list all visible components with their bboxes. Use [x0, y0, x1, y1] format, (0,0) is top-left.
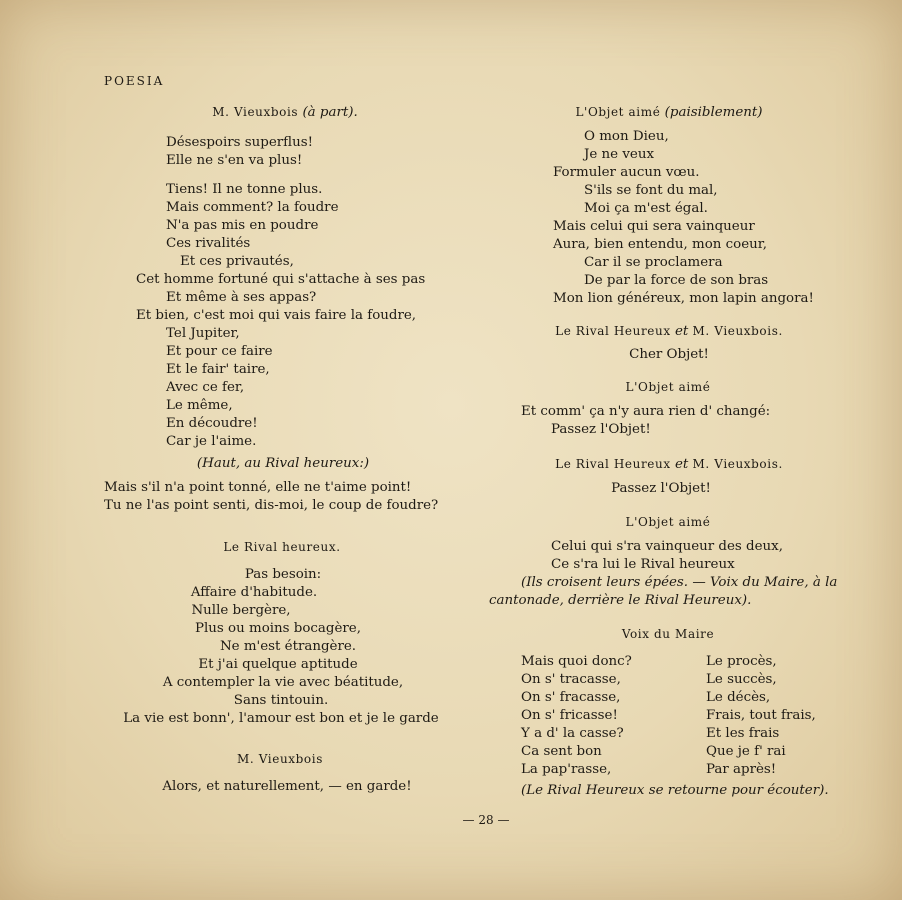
- verse-line: Mais comment? la foudre: [166, 200, 339, 215]
- verse-line: A contempler la vie avec béatitude,: [162, 675, 404, 690]
- verse-line: Pas besoin:: [244, 567, 322, 582]
- page-number: — 28 —: [462, 813, 510, 827]
- speaker-heading: M. Vieuxbois (à part).: [212, 105, 358, 120]
- verse-line: Et le fair' taire,: [166, 362, 270, 377]
- verse-line: Le même,: [166, 398, 233, 413]
- verse-line: Ces rivalités: [166, 236, 251, 251]
- verse-line: Tiens! Il ne tonne plus.: [166, 182, 323, 197]
- speaker-heading: Le Rival Heureux et M. Vieuxbois.: [555, 457, 783, 472]
- verse-line: Je ne veux: [584, 147, 655, 162]
- stage-direction: (Le Rival Heureux se retourne pour écouter).: [521, 783, 829, 798]
- verse-line: Et pour ce faire: [166, 344, 273, 359]
- verse-line: Affaire d'habitude.: [190, 585, 318, 600]
- verse-line: On s' fracasse,: [521, 690, 621, 705]
- verse-line: Cher Objet!: [629, 347, 709, 362]
- verse-line: Mais s'il n'a point tonné, elle ne t'aime point!: [104, 480, 412, 495]
- verse-line: Celui qui s'ra vainqueur des deux,: [551, 539, 783, 554]
- speaker-heading: L'Objet aimé: [625, 515, 711, 529]
- verse-line: Et même à ses appas?: [166, 290, 317, 305]
- verse-line: Formuler aucun vœu.: [553, 165, 700, 180]
- speaker-heading: Le Rival heureux.: [223, 540, 341, 554]
- verse-line: Mais celui qui sera vainqueur: [553, 219, 755, 234]
- verse-line: Cet homme fortuné qui s'attache à ses pas: [136, 272, 426, 287]
- verse-line: Ne m'est étrangère.: [219, 639, 357, 654]
- verse-line: De par la force de son bras: [584, 273, 769, 288]
- verse-line: Plus ou moins bocagère,: [195, 621, 361, 636]
- verse-line: Le succès,: [706, 672, 777, 687]
- verse-line: Y a d' la casse?: [521, 726, 624, 741]
- verse-line: O mon Dieu,: [584, 129, 669, 144]
- verse-line: On s' tracasse,: [521, 672, 621, 687]
- verse-line: Ce s'ra lui le Rival heureux: [551, 557, 735, 572]
- stage-direction: cantonade, derrière le Rival Heureux).: [489, 593, 752, 608]
- speaker-heading: Le Rival Heureux et M. Vieuxbois.: [555, 324, 783, 339]
- verse-line: Tel Jupiter,: [166, 326, 240, 341]
- verse-line: Que je f' rai: [706, 744, 786, 759]
- verse-line: Et bien, c'est moi qui vais faire la foudre,: [136, 308, 417, 323]
- verse-line: On s' fricasse!: [521, 708, 618, 723]
- verse-line: Le procès,: [706, 654, 777, 669]
- verse-line: Passez l'Objet!: [551, 422, 651, 437]
- verse-line: En découdre!: [166, 416, 258, 431]
- verse-line: Car il se proclamera: [584, 255, 723, 270]
- verse-line: Tu ne l'as point senti, dis-moi, le coup de foudre?: [104, 498, 439, 513]
- speaker-heading: M. Vieuxbois: [237, 752, 323, 766]
- verse-line: Le décès,: [706, 690, 771, 705]
- verse-line: Et comm' ça n'y aura rien d' changé:: [521, 404, 771, 419]
- verse-line: Ca sent bon: [521, 744, 602, 759]
- verse-line: Elle ne s'en va plus!: [166, 153, 303, 168]
- verse-line: Passez l'Objet!: [611, 481, 711, 496]
- speaker-heading: L'Objet aimé: [625, 380, 711, 394]
- stage-direction: (Ils croisent leurs épées. — Voix du Maire, à la: [521, 575, 838, 590]
- verse-line: Nulle bergère,: [191, 603, 291, 618]
- verse-line: Car je l'aime.: [166, 434, 257, 449]
- speaker-heading: L'Objet aimé (paisiblement): [575, 105, 763, 120]
- section-header: POESIA: [104, 74, 165, 88]
- verse-line: Mon lion généreux, mon lapin angora!: [553, 291, 814, 306]
- verse-line: Désespoirs superflus!: [166, 135, 313, 150]
- verse-line: La vie est bonn', l'amour est bon et je le garde: [123, 711, 439, 726]
- verse-line: Et ces privautés,: [180, 254, 294, 269]
- verse-line: Mais quoi donc?: [521, 654, 632, 669]
- verse-line: Frais, tout frais,: [706, 708, 816, 723]
- verse-line: Moi ça m'est égal.: [584, 201, 708, 216]
- verse-line: Sans tintouin.: [233, 693, 329, 708]
- stage-direction: (Haut, au Rival heureux:): [196, 456, 370, 471]
- verse-line: Et j'ai quelque aptitude: [198, 657, 358, 672]
- speaker-heading: Voix du Maire: [621, 627, 715, 641]
- verse-line: Aura, bien entendu, mon coeur,: [553, 237, 767, 252]
- verse-line: Avec ce fer,: [166, 380, 245, 395]
- verse-line: N'a pas mis en poudre: [166, 218, 319, 233]
- verse-line: Alors, et naturellement, — en garde!: [162, 779, 412, 794]
- verse-line: La pap'rasse,: [521, 762, 612, 777]
- verse-line: S'ils se font du mal,: [584, 183, 718, 198]
- verse-line: Par après!: [706, 762, 777, 777]
- verse-line: Et les frais: [706, 726, 780, 741]
